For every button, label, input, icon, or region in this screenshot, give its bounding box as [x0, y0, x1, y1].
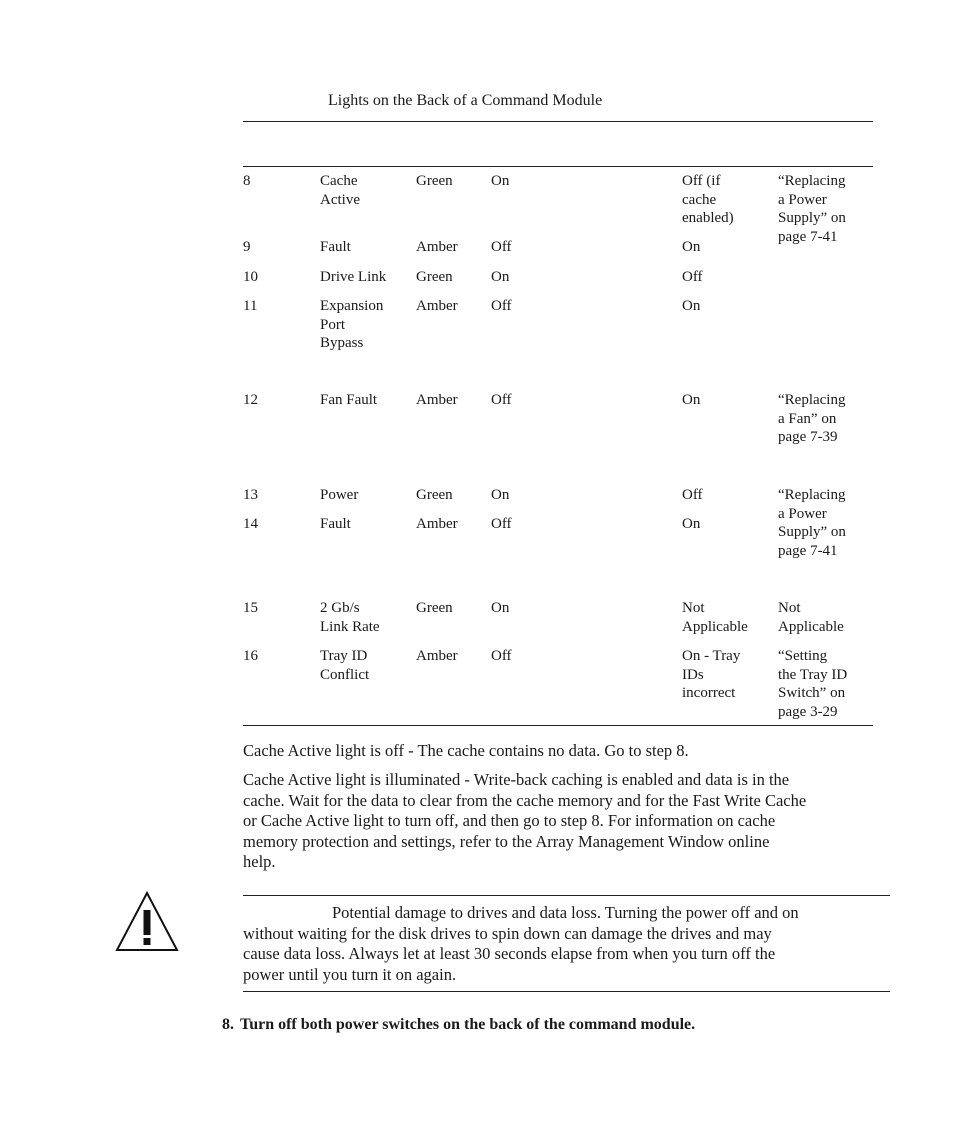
cell-normal: [491, 391, 512, 410]
cell-normal: [491, 238, 512, 257]
cell-line: page 3-29: [778, 703, 838, 720]
cell-normal: [491, 268, 509, 287]
cell-color: [416, 297, 458, 316]
cell-normal: [491, 599, 509, 618]
paragraph-line: or Cache Active light to turn off, and then go to step 8. For information on cache: [243, 811, 776, 830]
cell-line: Drive Link: [320, 269, 387, 285]
cell-line: Active: [320, 191, 360, 208]
cell-ref: [778, 647, 847, 721]
cell-line: Conflict: [320, 666, 370, 683]
cell-line: Not: [778, 600, 801, 616]
cell-ref: [778, 486, 846, 560]
cell-color: [416, 647, 458, 666]
cell-num: [243, 268, 258, 287]
cell-color: [416, 599, 453, 618]
cell-line: Tray ID: [320, 648, 368, 664]
cell-name: [320, 647, 369, 684]
step-text: Turn off both power switches on the back of the command module.: [240, 1016, 696, 1033]
cell-normal: [491, 297, 512, 316]
cell-problem: [682, 599, 748, 636]
cell-name: [320, 172, 360, 209]
cell-line: Green: [416, 600, 453, 616]
cell-line: 16: [243, 648, 258, 664]
cell-line: 13: [243, 487, 258, 503]
step-8: [222, 1016, 695, 1034]
cell-line: 9: [243, 239, 251, 255]
cell-color: [416, 486, 453, 505]
cell-line: page 7-39: [778, 429, 838, 445]
cell-line: Green: [416, 487, 453, 503]
cell-line: Off: [682, 487, 703, 503]
cell-line: Applicable: [682, 618, 748, 635]
cell-line: enabled): [682, 210, 734, 226]
cell-color: [416, 268, 453, 287]
table-bottom-rule: [243, 725, 873, 726]
cell-name: [320, 599, 380, 636]
cell-problem: [682, 486, 703, 505]
cell-normal: [491, 647, 512, 666]
cell-name: [320, 238, 351, 257]
cell-line: incorrect: [682, 685, 736, 701]
cell-line: Off: [491, 392, 512, 408]
warning-triangle-icon: [114, 890, 180, 952]
cell-line: Switch” on: [778, 685, 846, 701]
cell-normal: [491, 486, 509, 505]
caution-top-rule: [243, 895, 890, 896]
cell-line: On: [682, 239, 701, 255]
cell-line: 10: [243, 269, 258, 285]
cell-line: Supply” on: [778, 524, 846, 540]
cell-line: “Replacing: [778, 487, 846, 503]
cell-line: cache: [682, 191, 717, 208]
cell-line: Applicable: [778, 618, 844, 635]
cell-line: Amber: [416, 516, 458, 532]
cell-line: Fault: [320, 516, 351, 532]
cache-on-paragraph: [243, 770, 893, 873]
cell-num: [243, 172, 251, 191]
cell-color: [416, 515, 458, 534]
table-top-rule: [243, 166, 873, 167]
cell-line: Off: [491, 298, 512, 314]
caution-line: power until you turn it on again.: [243, 964, 457, 984]
cell-problem: [682, 172, 734, 228]
cell-num: [243, 297, 257, 316]
caution-line: cause data loss. Always let at least 30 seconds elapse from when you turn off the: [243, 944, 776, 963]
cell-problem: [682, 647, 740, 703]
cell-line: Off: [491, 516, 512, 532]
cell-line: On: [682, 392, 701, 408]
cell-line: Expansion: [320, 298, 384, 314]
cell-num: [243, 647, 258, 666]
cell-num: [243, 486, 258, 505]
cell-line: Link Rate: [320, 618, 380, 635]
cell-normal: [491, 515, 512, 534]
cell-line: Amber: [416, 648, 458, 664]
cell-line: On: [491, 173, 510, 189]
cell-line: page 7-41: [778, 542, 838, 559]
paragraph-line: memory protection and settings, refer to the Array Management Window online: [243, 831, 770, 851]
header-rule: [243, 121, 873, 122]
cell-line: “Setting: [778, 648, 828, 664]
cell-line: Amber: [416, 298, 458, 314]
cell-ref: [778, 391, 845, 447]
cell-line: Off: [491, 239, 512, 255]
cell-ref: [778, 172, 846, 246]
cell-line: 15: [243, 600, 258, 616]
cell-line: On: [491, 600, 510, 616]
cell-line: the Tray ID: [778, 666, 848, 683]
cell-name: [320, 515, 351, 534]
cache-off-paragraph: Cache Active light is off - The cache contains no data. Go to step 8.: [243, 741, 689, 760]
caution-line: without waiting for the disk drives to spin down can damage the drives and may: [243, 923, 772, 943]
cell-line: “Replacing: [778, 392, 846, 408]
cell-line: On: [682, 516, 701, 532]
cell-num: [243, 238, 251, 257]
cell-num: [243, 599, 258, 618]
cell-line: 12: [243, 392, 258, 408]
cell-line: Amber: [416, 239, 458, 255]
cell-line: Amber: [416, 392, 458, 408]
cell-line: On - Tray: [682, 648, 741, 664]
caution-line: Potential damage to drives and data loss. Turning the power off and on: [332, 903, 799, 922]
cell-problem: [682, 515, 700, 534]
page-caption: Lights on the Back of a Command Module: [328, 92, 603, 109]
cell-line: “Replacing: [778, 173, 846, 189]
cell-line: On: [491, 269, 510, 285]
cell-line: 14: [243, 516, 258, 532]
cell-line: Green: [416, 173, 453, 189]
cell-line: Supply” on: [778, 210, 846, 226]
cell-line: On: [682, 298, 701, 314]
cell-line: Fault: [320, 239, 351, 255]
cell-line: Port: [320, 316, 346, 333]
cell-line: a Power: [778, 191, 827, 208]
paragraph-line: cache. Wait for the data to clear from the cache memory and for the Fast Write Cache: [243, 790, 807, 810]
cell-color: [416, 238, 458, 257]
cell-name: [320, 391, 377, 410]
paragraph-line: Cache Active light is illuminated - Write-back caching is enabled and data is in the: [243, 770, 790, 789]
cell-line: On: [491, 487, 510, 503]
cell-line: Fan Fault: [320, 392, 378, 408]
cell-line: 8: [243, 173, 251, 189]
cell-line: page 7-41: [778, 228, 838, 245]
cell-color: [416, 391, 458, 410]
cell-line: a Power: [778, 505, 827, 522]
caution-bottom-rule: [243, 991, 890, 992]
cell-num: [243, 515, 258, 534]
step-number: 8.: [222, 1016, 234, 1033]
cell-line: Off: [491, 648, 512, 664]
cell-line: Power: [320, 487, 359, 503]
cell-ref: [778, 599, 844, 636]
cell-problem: [682, 238, 700, 257]
cell-line: Off: [682, 269, 703, 285]
cell-problem: [682, 297, 700, 316]
cell-name: [320, 486, 358, 505]
paragraph-line: help.: [243, 852, 276, 871]
cell-line: Cache: [320, 173, 358, 189]
cell-line: Not: [682, 600, 705, 616]
cell-num: [243, 391, 258, 410]
cell-line: 2 Gb/s: [320, 600, 360, 616]
cell-line: a Fan” on: [778, 410, 837, 427]
cell-name: [320, 268, 386, 287]
cell-problem: [682, 391, 700, 410]
caution-text: [243, 903, 893, 985]
cell-line: Off (if: [682, 173, 721, 189]
cell-color: [416, 172, 453, 191]
cell-name: [320, 297, 383, 353]
cell-problem: [682, 268, 703, 287]
cell-line: IDs: [682, 666, 704, 683]
cell-line: Green: [416, 269, 453, 285]
cell-normal: [491, 172, 509, 191]
cell-line: 11: [243, 298, 258, 314]
cell-line: Bypass: [320, 335, 364, 351]
